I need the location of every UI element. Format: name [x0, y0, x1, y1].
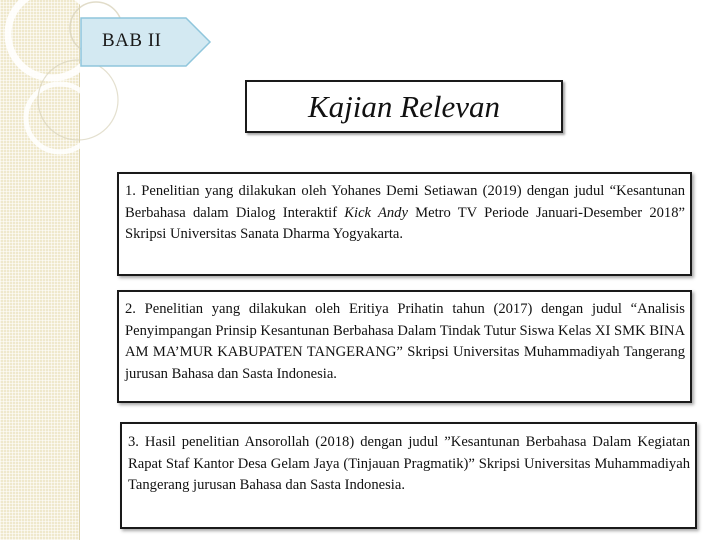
- reference-3-text: 3. Hasil penelitian Ansorollah (2018) dengan judul ”Kesantunan Berbahasa Dalam Kegiatan Rapat Staf Kantor Desa Gelam Jaya (Tinjauan Pragmatik)” Skripsi Universitas Muhammadiyah Tangerang jurusan Bahasa dan Sasta Indonesia.: [128, 434, 690, 493]
- chapter-label: BAB II: [102, 30, 162, 51]
- reference-item-2: [117, 290, 692, 403]
- reference-item-1: [117, 172, 692, 276]
- reference-item-3: [120, 422, 697, 529]
- reference-1-italic-title: Kick Andy: [344, 204, 408, 221]
- page-title: Kajian Relevan: [308, 88, 500, 124]
- chapter-tab: [80, 17, 212, 67]
- title-box: [245, 80, 563, 133]
- reference-1-text-end: Metro TV Periode Januari-Desember 2018” Skripsi Universitas Sanata Dharma Yogyakarta.: [125, 204, 685, 242]
- reference-1-text: 1. Penelitian yang dilakukan oleh Yohanes Demi Setiawan (2019) dengan judul “Kesantunan Berbahasa dalam Dialog Interaktif: [125, 183, 685, 221]
- reference-2-text: 2. Penelitian yang dilakukan oleh Eritiya Prihatin tahun (2017) dengan judul “Analisis Penyimpangan Prinsip Kesantunan Berbahasa Dalam Tindak Tutur Siswa Kelas XI SMK BINA AM MA’MUR KABUPATEN TANGERANG” Skripsi Universitas Muhammadiyah Tangerang jurusan Bahasa dan Sasta Indonesia.: [125, 301, 685, 382]
